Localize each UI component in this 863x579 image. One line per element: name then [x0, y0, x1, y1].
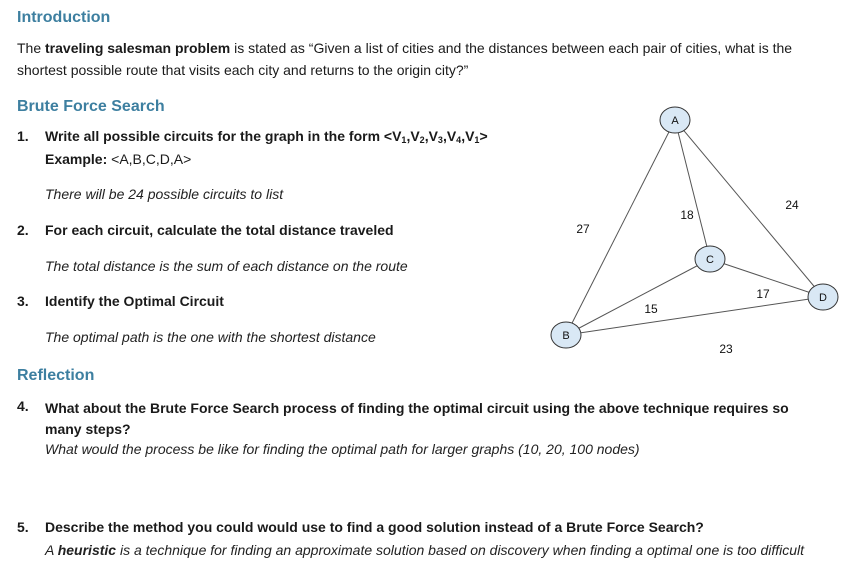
q5-note: A heuristic is a technique for finding an approximate solution based on discovery when finding a optimal one is too difficult [45, 542, 805, 558]
q4-text: What about the Brute Force Search process of finding the optimal circuit using the above technique requires so many steps? [45, 400, 789, 437]
weight-bd: 23 [719, 342, 733, 356]
step1-number: 1. [17, 128, 29, 144]
intro-heading: Introduction [17, 9, 111, 26]
step3-note: The optimal path is the one with the shortest distance [45, 329, 376, 345]
intro-text-line2: shortest possible route that visits each city and returns to the origin city?” [17, 62, 469, 78]
step2-note: The total distance is the sum of each distance on the route [45, 258, 408, 274]
q4-number: 4. [17, 398, 29, 414]
example-value: <A,B,C,D,A> [107, 151, 192, 167]
intro-text-pre: The [17, 40, 46, 56]
weight-bc: 15 [644, 302, 658, 316]
step2-number: 2. [17, 222, 29, 238]
edge-bc [566, 259, 710, 335]
weight-ac: 18 [680, 208, 694, 222]
intro-text-post: is stated as “Given a list of cities and the distances between each pair of cities, what is the [230, 40, 793, 56]
step3-text: Identify the Optimal Circuit [45, 293, 224, 309]
weight-ab: 27 [576, 222, 590, 236]
intro-term: traveling salesman problem [45, 40, 231, 56]
q4-note: What would the process be like for finding the optimal path for larger graphs (10, 20, 100 nodes) [45, 441, 640, 457]
weight-cd: 17 [756, 287, 770, 301]
q5-text: Describe the method you could would use to find a good solution instead of a Brute Force Search? [45, 519, 704, 535]
node-b-label: B [562, 330, 570, 342]
reflection-heading: Reflection [17, 367, 95, 384]
q5-number: 5. [17, 519, 29, 535]
step3-number: 3. [17, 293, 29, 309]
step2-text: For each circuit, calculate the total distance traveled [45, 222, 394, 238]
weight-ad: 24 [785, 198, 799, 212]
node-c-label: C [706, 254, 714, 266]
brute-force-heading: Brute Force Search [17, 98, 165, 115]
node-d-label: D [819, 292, 827, 304]
node-a-label: A [671, 115, 679, 127]
edge-bd [566, 297, 823, 335]
step1-note: There will be 24 possible circuits to list [45, 186, 284, 202]
step1-text: Write all possible circuits for the graph in the form $<V_1,V_2,V_3,V_4,V_1>$ [45, 128, 488, 145]
example-label: Example: [45, 151, 108, 167]
heuristic-term: heuristic [57, 542, 117, 558]
